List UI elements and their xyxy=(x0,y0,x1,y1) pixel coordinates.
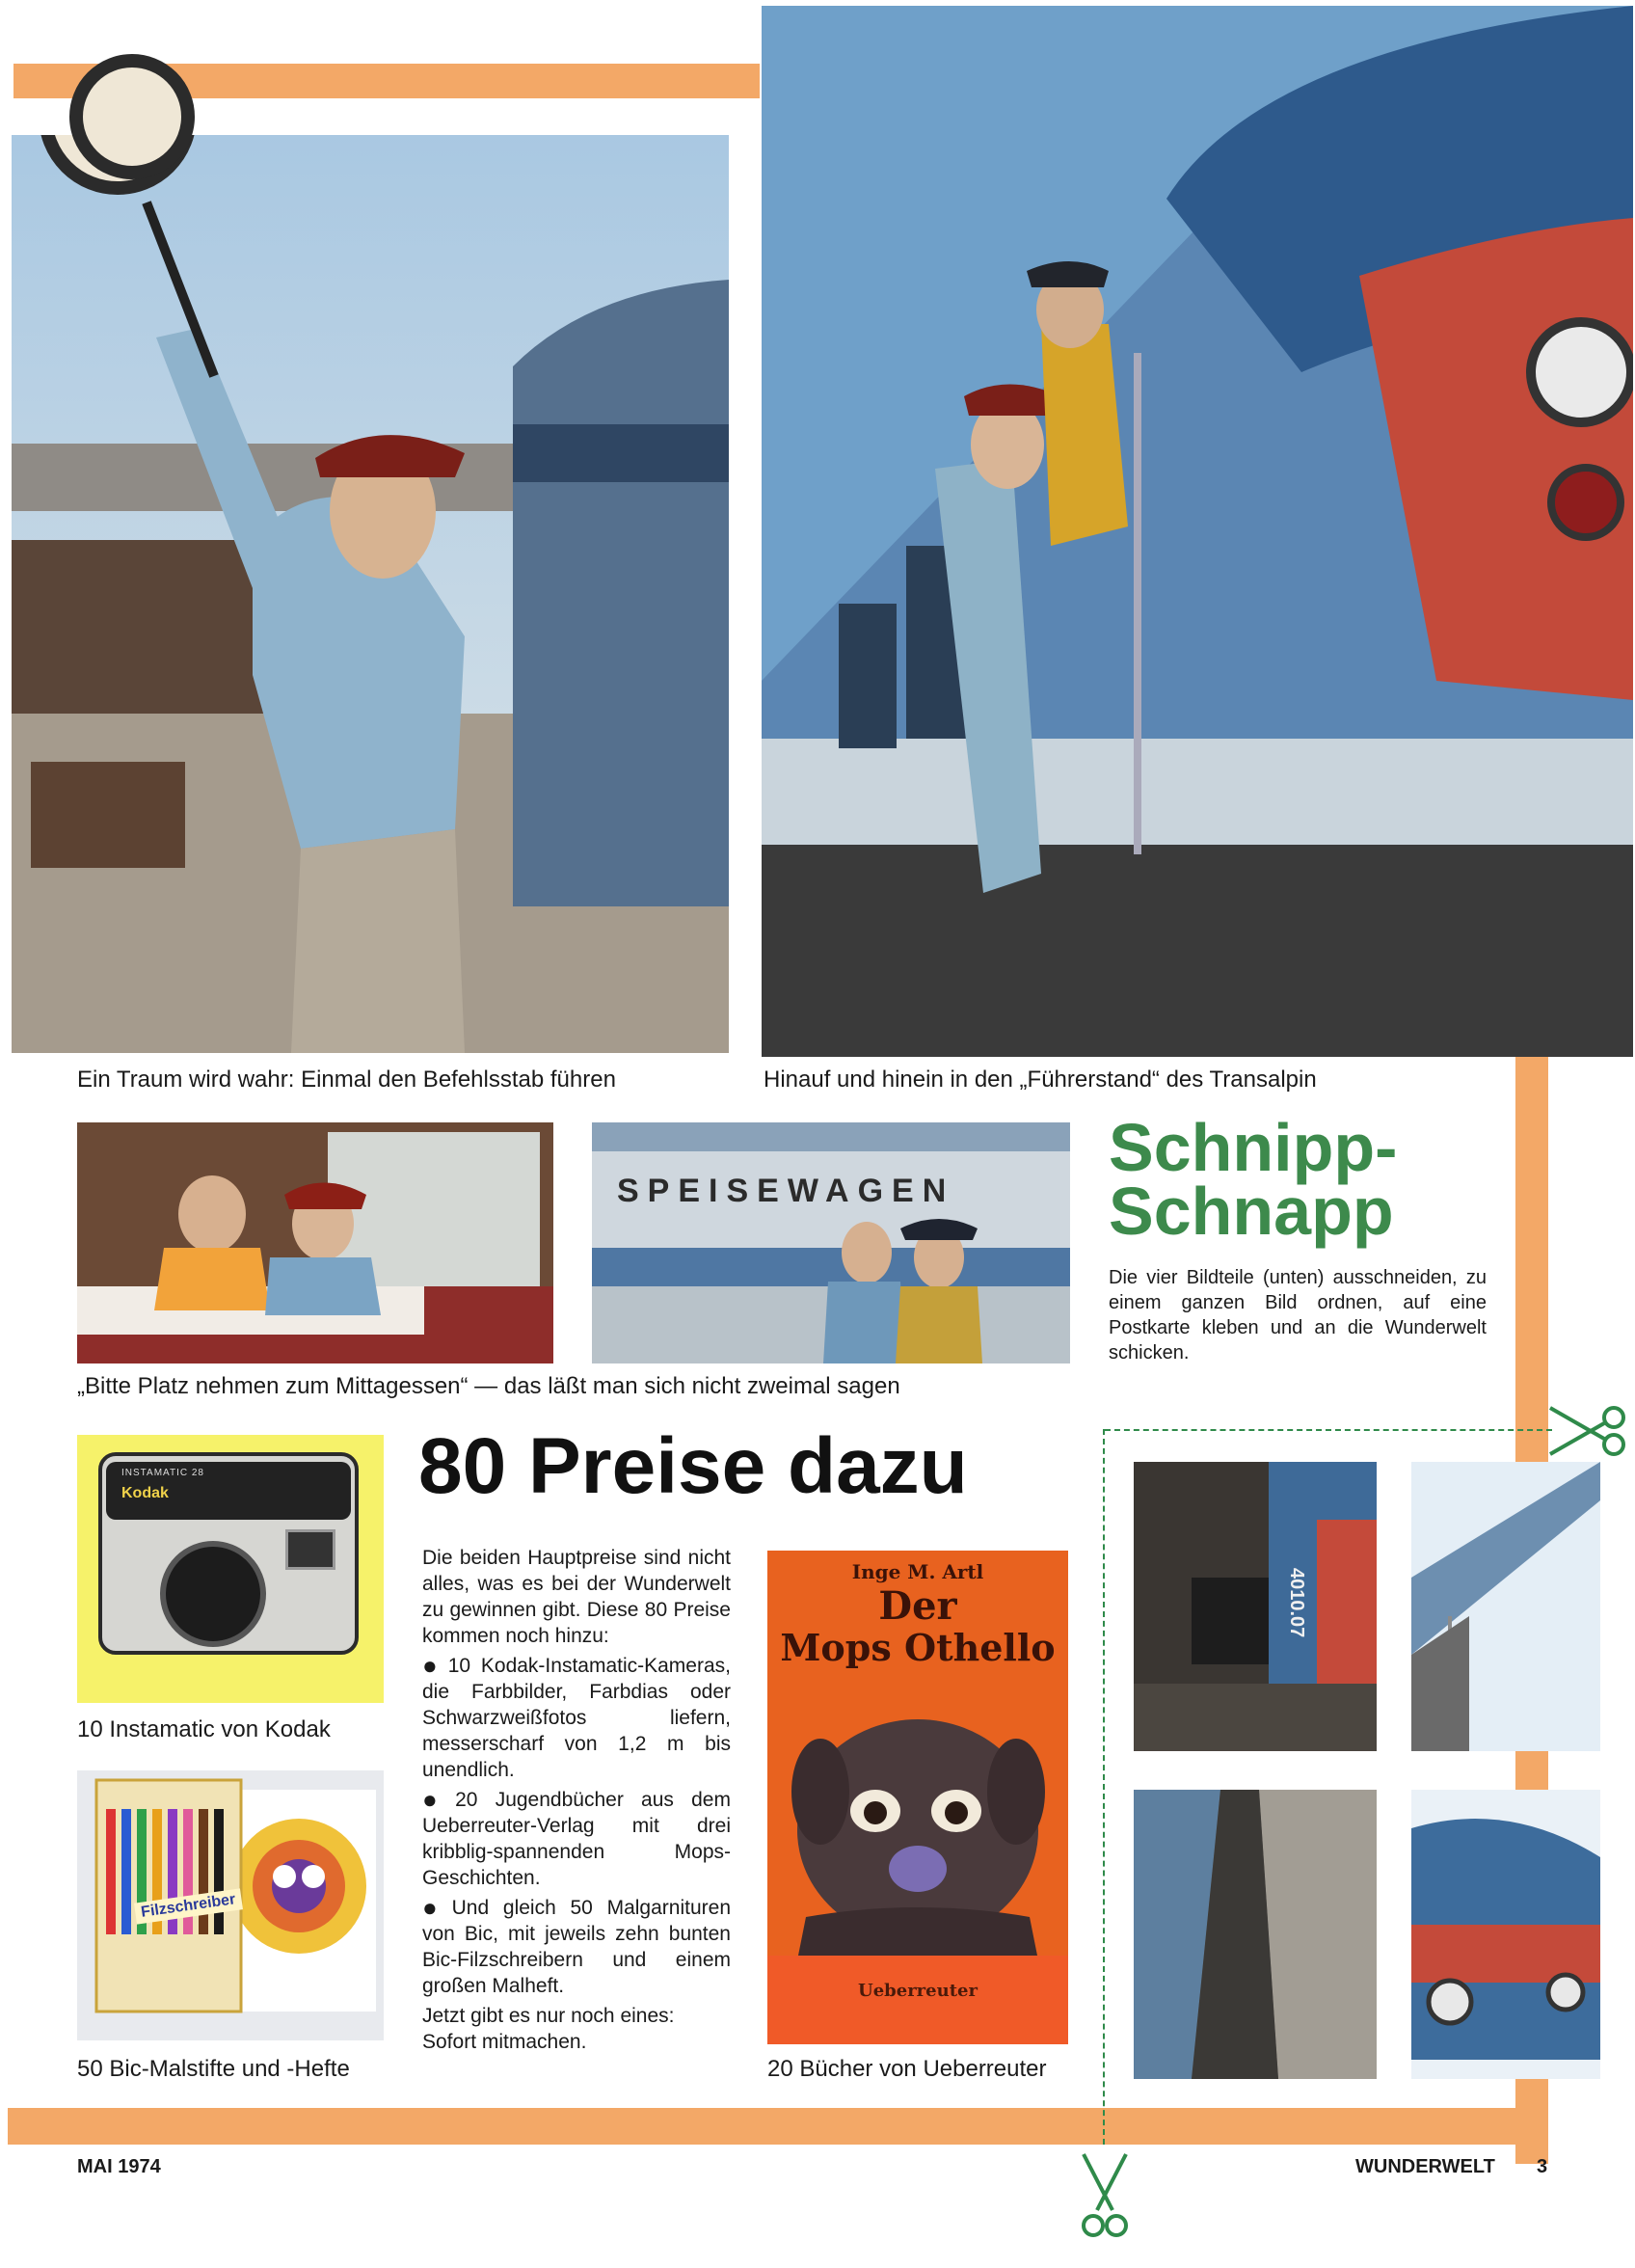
book-title-line2: Mops Othello xyxy=(780,1626,1056,1669)
schnipp-title-line2: Schnapp xyxy=(1109,1174,1394,1249)
scissors-icon[interactable] xyxy=(1074,2150,1136,2241)
prize-item-kodak xyxy=(422,1653,731,1783)
camera-model: INSTAMATIC 28 xyxy=(121,1468,204,1478)
markers-pack-label: Filzschreiber xyxy=(134,1888,243,1924)
caption-book: 20 Bücher von Ueberreuter xyxy=(767,2056,1047,2082)
signal-paddle-disc xyxy=(69,54,195,179)
kodak-camera-image xyxy=(77,1435,384,1703)
scissors-icon[interactable] xyxy=(1546,1400,1627,1462)
camera-brand: Kodak xyxy=(121,1485,169,1501)
caption-photo-left: Ein Traum wird wahr: Einmal den Befehlsstab führen xyxy=(77,1066,616,1093)
prizes-body-text xyxy=(422,1545,731,2059)
speisewagen-sign: SPEISEWAGEN xyxy=(617,1173,955,1209)
camera-viewfinder xyxy=(285,1529,335,1570)
bic-markers-image xyxy=(77,1770,384,2040)
photo-boy-signal-paddle xyxy=(12,135,729,1053)
camera-lens xyxy=(160,1541,266,1647)
puzzle-loco-number: 4010.07 xyxy=(1286,1568,1307,1638)
bullet-icon: ● xyxy=(422,1651,442,1680)
footer-magazine-name: WUNDERWELT xyxy=(1355,2156,1495,2177)
prize-item-books-text: 20 Jugendbücher aus dem Ueberreuter-Verlag mit drei kribblig-spannenden Mops-Geschichten. xyxy=(422,1789,731,1889)
photo-speisewagen xyxy=(592,1122,1070,1364)
book-cover-mops-othello xyxy=(767,1551,1068,2044)
photo-dining-car-interior xyxy=(77,1122,553,1364)
prize-item-bic xyxy=(422,1895,731,1999)
book-title-line1: Der xyxy=(878,1583,957,1629)
bullet-icon: ● xyxy=(422,1785,450,1814)
prize-item-kodak-text: 10 Kodak-Instamatic-Kameras, die Farbbilder, Farbdias oder Schwarzweißfotos liefern, messerscharf von 1,2 m bis unendlich. xyxy=(422,1655,731,1781)
puzzle-piece-4 xyxy=(1411,1790,1600,2079)
book-publisher: Ueberreuter xyxy=(858,1981,978,2001)
orange-stripe-bottom xyxy=(8,2108,1548,2145)
footer-date: MAI 1974 xyxy=(77,2156,161,2177)
footer-page-number: 3 xyxy=(1537,2156,1548,2177)
schnipp-title-line1: Schnipp- xyxy=(1109,1110,1398,1185)
cut-line-horizontal xyxy=(1105,1429,1552,1431)
schnipp-instructions: Die vier Bildteile (unten) ausschneiden, zu einem ganzen Bild ordnen, auf eine Postkarte kleben und an die Wunderwelt schicken. xyxy=(1109,1267,1487,1364)
caption-camera: 10 Instamatic von Kodak xyxy=(77,1716,331,1742)
prizes-headline: 80 Preise dazu xyxy=(418,1422,968,1510)
prize-item-bic-text: Und gleich 50 Malgarnituren von Bic, mit jeweils zehn bunten Bic-Filzschreibern und einem großen Malheft. xyxy=(422,1897,731,1997)
cut-line-vertical xyxy=(1103,1429,1105,2145)
puzzle-piece-1 xyxy=(1134,1462,1377,1751)
photo-climbing-locomotive xyxy=(762,6,1633,1057)
puzzle-piece-3 xyxy=(1134,1790,1377,2079)
caption-markers: 50 Bic-Malstifte und -Hefte xyxy=(77,2056,350,2082)
caption-dining-car: „Bitte Platz nehmen zum Mittagessen“ — das läßt man sich nicht zweimal sagen xyxy=(77,1373,900,1399)
book-author: Inge M. Artl xyxy=(851,1560,984,1583)
prize-item-books xyxy=(422,1787,731,1891)
bullet-icon: ● xyxy=(422,1893,446,1922)
caption-photo-right: Hinauf und hinein in den „Führerstand“ des Transalpin xyxy=(764,1066,1317,1093)
prizes-outro: Jetzt gibt es nur noch eines: Sofort mitmachen. xyxy=(422,2005,675,2053)
prizes-intro: Die beiden Hauptpreise sind nicht alles, was es bei der Wunderwelt zu gewinnen gibt. Diese 80 Preise kommen noch hinzu: xyxy=(422,1547,731,1647)
puzzle-piece-2 xyxy=(1411,1462,1600,1751)
